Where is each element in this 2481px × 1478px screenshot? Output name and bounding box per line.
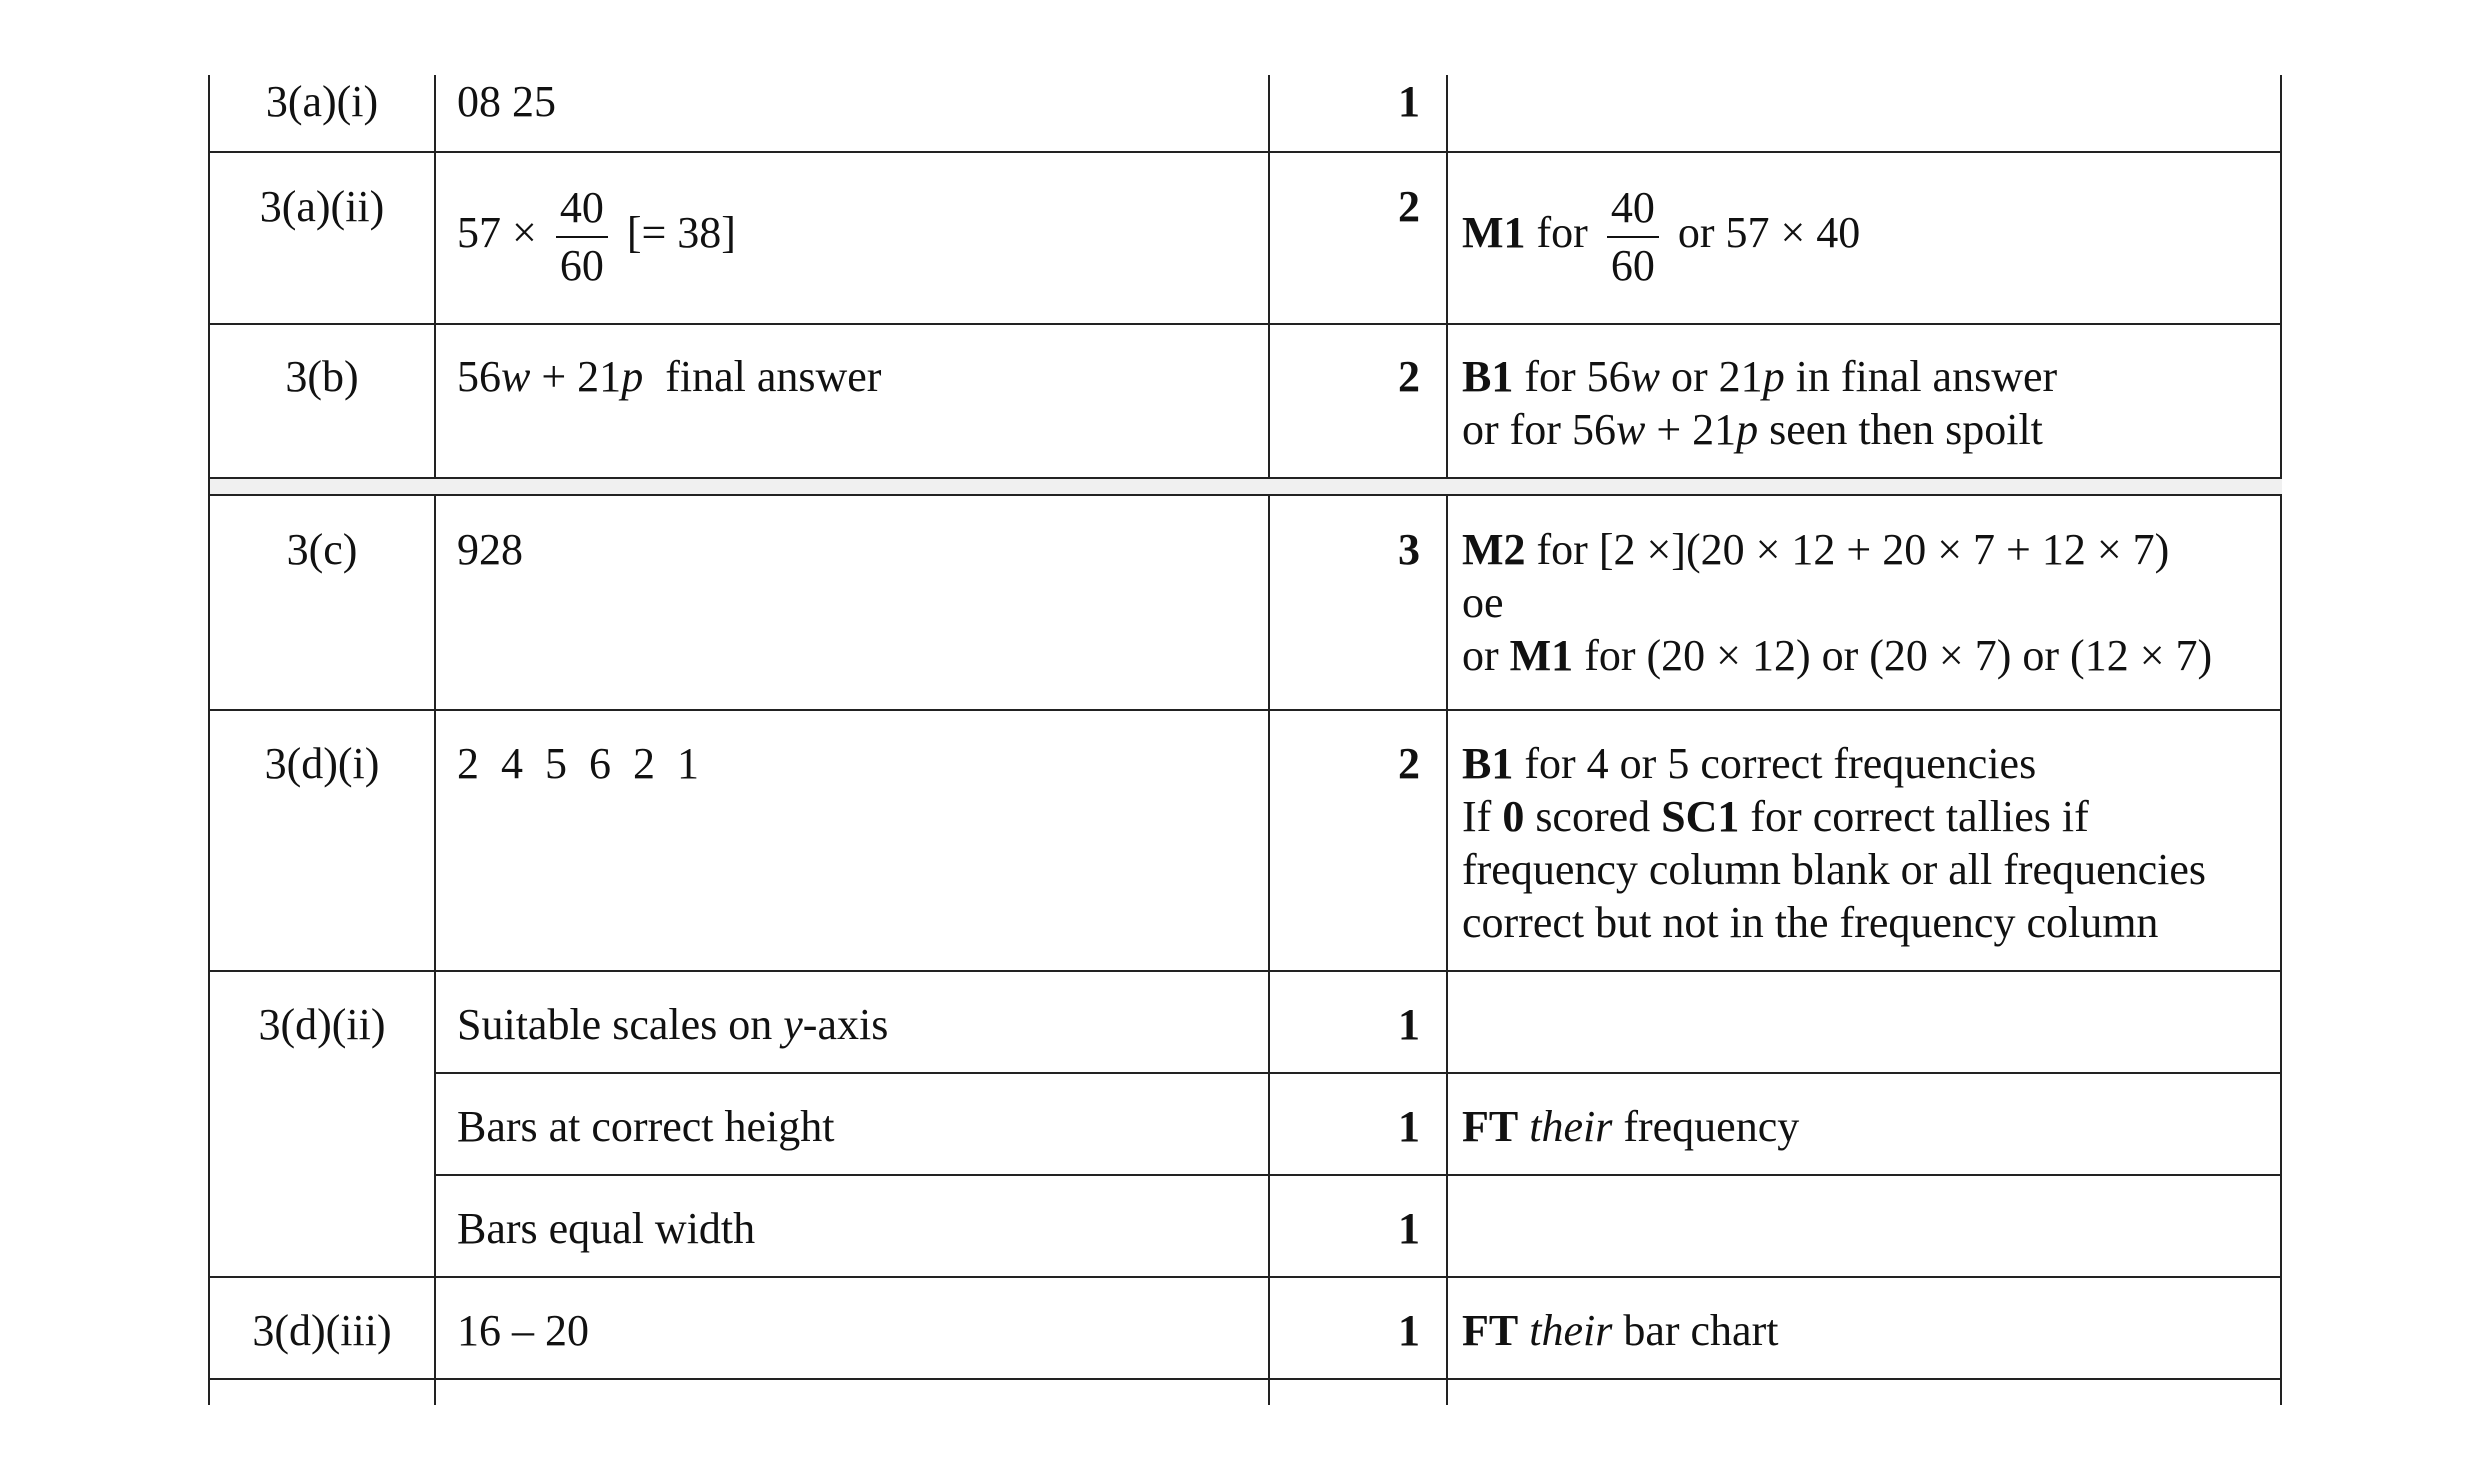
notes-cell <box>1462 1100 1799 1153</box>
marks-cell: 1 <box>1398 1204 1420 1253</box>
mark-code: FT <box>1462 1102 1519 1151</box>
notes-text: or 57 × 40 <box>1677 208 1861 258</box>
question-ref: 3(a)(i) <box>265 77 379 126</box>
answer-text: final answer <box>665 352 882 401</box>
row-divider <box>435 1174 2282 1176</box>
fraction <box>556 180 608 294</box>
answer-cell: Bars equal width <box>457 1204 756 1253</box>
question-ref: 3(b) <box>285 352 359 401</box>
question-ref: 3(d)(i) <box>264 739 380 788</box>
notes-text: or <box>1462 631 1499 680</box>
row-divider <box>208 709 2282 711</box>
notes-text: in final answer <box>1795 352 2058 401</box>
row-divider <box>208 1276 2282 1278</box>
mark-code: M1 <box>1509 631 1574 680</box>
notes-line <box>1462 737 2206 790</box>
mark-code: B1 <box>1462 739 1514 788</box>
frequency-value: 2 <box>457 739 479 788</box>
notes-line: frequency column blank or all frequencies <box>1462 845 2207 894</box>
answer-cell <box>457 998 888 1051</box>
row-divider <box>435 1072 2282 1074</box>
notes-cell <box>1462 523 2212 682</box>
notes-emphasis: their <box>1529 1102 1613 1151</box>
variable: w <box>1630 352 1661 401</box>
marks-cell: 3 <box>1398 525 1420 574</box>
notes-line <box>1462 790 2206 843</box>
notes-line: correct but not in the frequency column <box>1462 898 2159 947</box>
mark-code: 0 <box>1502 792 1525 841</box>
question-ref: 3(d)(iii) <box>252 1306 392 1355</box>
question-ref: 3(a)(ii) <box>259 182 385 231</box>
fraction-denominator: 60 <box>559 241 604 290</box>
notes-cell <box>1462 180 1860 294</box>
notes-text: or for 56 <box>1462 405 1616 454</box>
notes-text: for correct tallies if <box>1750 792 2089 841</box>
marks-cell: 2 <box>1398 352 1420 401</box>
notes-text: for 4 or 5 correct frequencies <box>1524 739 2037 788</box>
mark-code: SC1 <box>1661 792 1740 841</box>
row-divider <box>208 970 2282 972</box>
mark-code: M1 <box>1462 208 1526 258</box>
variable: w <box>501 352 531 401</box>
column-divider <box>1446 75 1448 1405</box>
variable: p <box>1736 405 1759 454</box>
answer-text: [= 38] <box>626 208 736 258</box>
notes-line <box>1462 523 2212 576</box>
frequency-value: 2 <box>633 739 655 788</box>
row-divider <box>208 323 2282 325</box>
notes-cell <box>1462 737 2206 949</box>
page-break-gap <box>210 479 2282 494</box>
notes-text: scored <box>1535 792 1651 841</box>
answer-cell <box>457 180 736 294</box>
row-divider <box>208 151 2282 153</box>
table-border-right <box>2280 75 2282 1405</box>
notes-line <box>1462 403 2057 456</box>
fraction-numerator: 40 <box>1607 180 1659 238</box>
answer-text: Suitable scales on <box>457 1000 773 1049</box>
marks-cell: 2 <box>1398 739 1420 788</box>
notes-text: for <box>1536 208 1588 258</box>
fraction-denominator: 60 <box>1610 241 1655 290</box>
marks-cell: 1 <box>1398 1306 1420 1355</box>
notes-text: or 21 <box>1671 352 1763 401</box>
row-divider <box>208 494 2282 496</box>
answer-text: 56 <box>457 352 501 401</box>
row-divider <box>208 477 2282 479</box>
question-ref: 3(c) <box>286 525 358 574</box>
answer-cell <box>457 350 881 403</box>
answer-cell: 16 – 20 <box>457 1306 589 1355</box>
notes-line <box>1462 350 2057 403</box>
marks-cell: 1 <box>1398 77 1420 126</box>
answer-cell: 08 25 <box>457 77 556 126</box>
frequency-value: 6 <box>589 739 611 788</box>
answer-cell <box>457 737 699 790</box>
answer-cell: 928 <box>457 525 523 574</box>
notes-text: for [2 ×](20 × 12 + 20 × 7 + 12 × 7) <box>1536 525 2170 574</box>
notes-text: + 21 <box>1656 405 1737 454</box>
marks-cell: 1 <box>1398 1102 1420 1151</box>
marks-cell: 1 <box>1398 1000 1420 1049</box>
marks-cell: 2 <box>1398 182 1420 231</box>
notes-emphasis: their <box>1529 1306 1613 1355</box>
answer-text: -axis <box>802 1000 889 1049</box>
notes-text: for (20 × 12) or (20 × 7) or (12 × 7) <box>1584 631 2213 680</box>
answer-text: + 21 <box>541 352 622 401</box>
row-divider <box>208 1378 2282 1380</box>
frequency-value: 4 <box>501 739 523 788</box>
variable: y <box>783 1000 803 1049</box>
fraction-numerator: 40 <box>556 180 608 238</box>
fraction <box>1607 180 1659 294</box>
notes-text: for 56 <box>1524 352 1631 401</box>
notes-line: oe <box>1462 578 1504 627</box>
frequency-value: 1 <box>677 739 699 788</box>
answer-text: 57 × <box>457 208 537 258</box>
notes-text: If <box>1462 792 1492 841</box>
variable: p <box>1762 352 1785 401</box>
notes-line <box>1462 629 2212 682</box>
notes-text: bar chart <box>1623 1306 1779 1355</box>
notes-cell <box>1462 350 2057 456</box>
frequency-value: 5 <box>545 739 567 788</box>
question-ref: 3(d)(ii) <box>258 1000 386 1049</box>
notes-cell <box>1462 1304 1778 1357</box>
mark-code: FT <box>1462 1306 1519 1355</box>
notes-text: frequency <box>1623 1102 1800 1151</box>
answer-cell: Bars at correct height <box>457 1102 835 1151</box>
mark-code: B1 <box>1462 352 1514 401</box>
notes-text: seen then spoilt <box>1769 405 2043 454</box>
mark-code: M2 <box>1462 525 1526 574</box>
variable: w <box>1615 405 1646 454</box>
variable: p <box>621 352 644 401</box>
